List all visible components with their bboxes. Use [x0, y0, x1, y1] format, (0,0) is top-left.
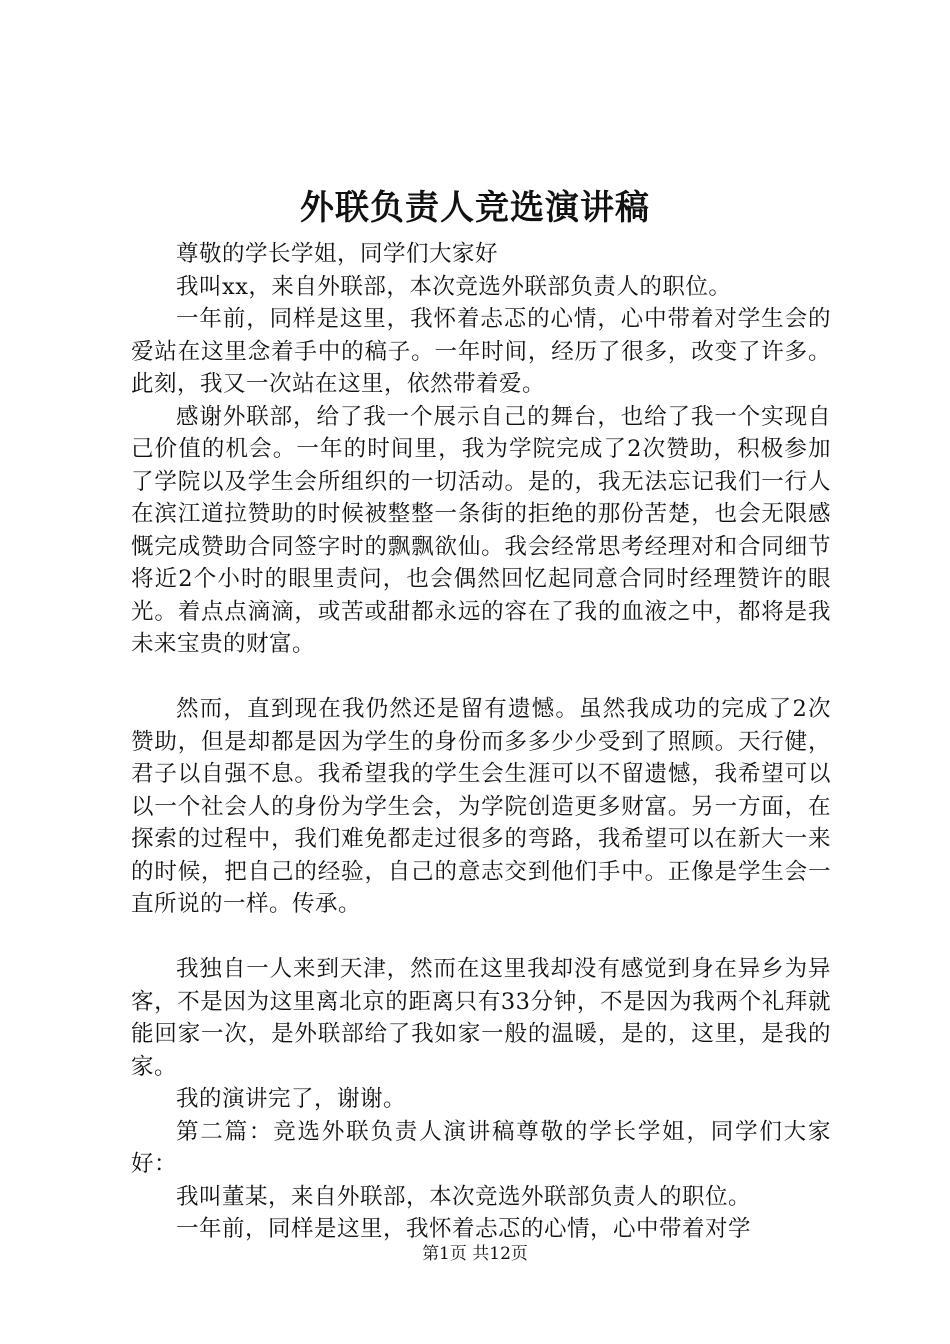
paragraph-greeting: 尊敬的学长学姐，同学们大家好 [176, 241, 499, 267]
paragraph-regret: 然而，直到现在我仍然还是留有遗憾。虽然我成功的完成了2次赞助，但是却都是因为学生的身份而多多少少受到了照顾。天行健，君子以自强不息。我希望我的学生会生涯可以不留遗憾，我希望可以以一个社会人的身份为学生会，为学院创造更多财富。另一方面，在探索的过程中，我们难免都走过很多的弯路，我希望可以在新大一来的时候，把自己的经验，自己的意志交到他们手中。正像是学生会一直所说的一样。传承。 [131, 696, 831, 917]
paragraph-year-ago: 一年前，同样是这里，我怀着忐忑的心情，心中带着对学生会的爱站在这里念着手中的稿子。一年时间，经历了很多，改变了许多。此刻，我又一次站在这里，依然带着爱。 [131, 306, 831, 397]
page-number-footer: 第1页 共12页 [422, 1244, 528, 1264]
paragraph-second-heading: 第二篇：竞选外联负责人演讲稿尊敬的学长学姐，同学们大家好： [131, 1118, 831, 1177]
document-body [131, 238, 831, 1246]
paragraph-tianjin: 我独自一人来到天津，然而在这里我却没有感觉到身在异乡为异客，不是因为这里离北京的距离只有33分钟，不是因为我两个礼拜就能回家一次，是外联部给了我如家一般的温暖，是的，这里，是我的家。 [131, 956, 831, 1080]
paragraph-thanks: 感谢外联部，给了我一个展示自己的舞台，也给了我一个实现自己价值的机会。一年的时间里，我为学院完成了2次赞助，积极参加了学院以及学生会所组织的一切活动。是的，我无法忘记我们一行人在滨江道拉赞助的时候被整整一条街的拒绝的那份苦楚，也会无限感慨完成赞助合同签字时的飘飘欲仙。我会经常思考经理对和合同细节将近2个小时的眼里责问，也会偶然回忆起同意合同时经理赞许的眼光。着点点滴滴，或苦或甜都永远的容在了我的血液之中，都将是我未来宝贵的财富。 [131, 403, 831, 657]
paragraph-closing: 我的演讲完了，谢谢。 [176, 1086, 407, 1112]
paragraph-second-year-ago: 一年前，同样是这里，我怀着忐忑的心情，心中带着对学 [176, 1216, 752, 1242]
page-title: 外联负责人竞选演讲稿 [300, 188, 650, 228]
paragraph-intro: 我叫xx，来自外联部，本次竞选外联部负责人的职位。 [176, 273, 732, 300]
paragraph-second-intro: 我叫董某，来自外联部，本次竞选外联部负责人的职位。 [176, 1183, 752, 1210]
